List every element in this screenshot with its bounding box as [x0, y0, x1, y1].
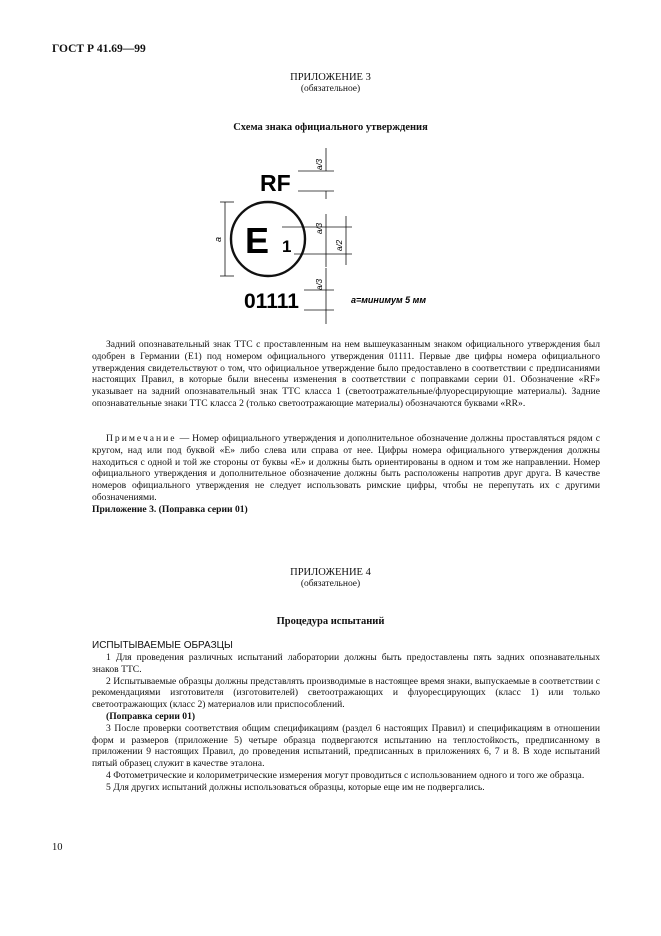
- approval-mark-diagram: [200, 140, 470, 325]
- item-1: 1 Для проведения различных испытаний лаборатории должны быть предоставлены пять задних опознавательных знаков ТТС.: [92, 652, 600, 675]
- paragraph-1: Задний опознавательный знак ТТС с проставленным на нем вышеуказанным знаком официального утверждения был одобрен в Германии (Е1) под номером официального утверждения 01111. Первые две цифры номера официального утверждения свидетельствуют о том, что официальное утверждение было предоставлено в соответствии с предписаниями настоящих Правил, в которые были внесены изменения в соответствии с поправками серии 01. Обозначение «RF» указывает на задний опознавательный знак ТТС класса 1 (светоотражательные/флуоресцирующие материалы). Задние опознавательные знаки ТТС класса 2 (только светоотражающие материалы) обозначаются буквами «RR».: [92, 339, 600, 409]
- item-2-amendment: (Поправка серии 01): [106, 710, 196, 722]
- dim-rf-label: a/3: [315, 158, 324, 170]
- rf-text: RF: [260, 170, 291, 196]
- e-number: 1: [282, 237, 292, 256]
- item-3: 3 После проверки соответствия общим спецификациям (раздел 6 настоящих Правил) и спецификациям в отношении форм и размеров (приложение 5) четыре образца подвергаются испытанию на теплостойкость, предписанному в приложении 9 настоящих Правил, до проведения испытаний, предписанных в приложениях 6, 7 и 8. В ходе испытаний пятый образец служит в качестве эталона.: [92, 722, 600, 770]
- dimension-note: a=минимум 5 мм: [351, 295, 426, 305]
- item-5: 5 Для других испытаний должны использоваться образцы, которые еще им не подвергались.: [106, 781, 485, 793]
- appendix4-status: (обязательное): [300, 579, 361, 589]
- scheme-title: Схема знака официального утверждения: [233, 122, 428, 133]
- note-text: — Номер официального утверждения и дополнительное обозначение должны проставляться рядом с кругом, над или под буквой «Е» либо слева или справа от нее. Цифры номера официального утверждения должны находиться с одной и той же стороны от буквы «Е» и должны быть ориентированы в одном и том же направлении. Номер официального утверждения и дополнительное обозначение должны быть расположены напротив друг друга. В качестве номеров официального утверждения не следует использовать римские цифры, чтобы не перепутать их с другими обозначениями.: [92, 433, 600, 503]
- appendix3-amendment: Приложение 3. (Поправка серии 01): [92, 504, 248, 515]
- dim-a-label: a: [213, 236, 223, 242]
- approval-number: 01111: [244, 290, 299, 313]
- note-label: Примечание: [106, 433, 177, 444]
- e-letter: E: [245, 220, 270, 261]
- item-4: 4 Фотометрические и колориметрические измерения могут проводиться с использованием одного и того же образца.: [106, 769, 585, 781]
- note-paragraph: [92, 433, 600, 504]
- appendix3-title: ПРИЛОЖЕНИЕ 3: [290, 72, 371, 83]
- test-samples-heading: ИСПЫТЫВАЕМЫЕ ОБРАЗЦЫ: [92, 640, 233, 651]
- dim-a2-label: a/2: [335, 239, 344, 251]
- appendix4-title: ПРИЛОЖЕНИЕ 4: [290, 567, 371, 578]
- dim-number-label: a/3: [315, 278, 324, 290]
- dim-e-label: a/3: [315, 222, 324, 234]
- procedure-title: Процедура испытаний: [276, 616, 385, 627]
- page-number: 10: [52, 842, 63, 853]
- appendix3-status: (обязательное): [300, 84, 361, 94]
- test-items: [92, 652, 600, 794]
- document-header: ГОСТ Р 41.69—99: [52, 43, 146, 55]
- item-2: 2 Испытываемые образцы должны представлять производимые в настоящее время знаки, выпускаемые в соответствии с рекомендациями изготовителя (изготовителей) светоотражающих и флуоресцирующих (класс 1) или только светоотражающих (класс 2) материалов или приспособлений.: [92, 675, 600, 711]
